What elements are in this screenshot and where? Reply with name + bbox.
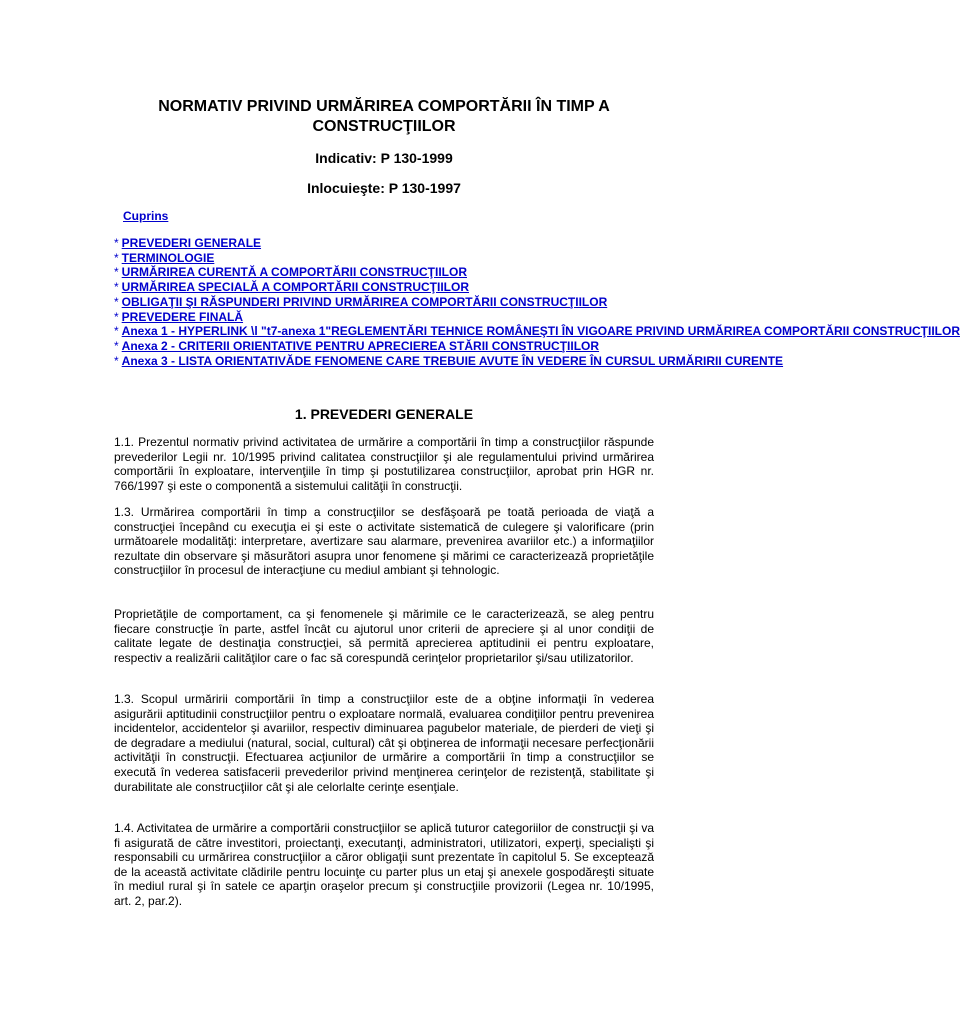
inlocuieste-line: Inlocuieşte: P 130-1997 [307, 180, 461, 196]
cuprins-link[interactable]: Cuprins [123, 209, 169, 223]
bullet-star: * [114, 280, 119, 295]
paragraph-1-3-scop: 1.3. Scopul urmăririi comportării în timp a construcţiilor este de a obţine informaţii în vederea asigurării aptitudinii construcţiilor pentru o exploatare normală, evaluarea condiţiilor pentru prevenirea incidentelor, accidentelor şi avariilor, respectiv diminuarea pagubelor materiale, de pierderi de vieţi şi de degradare a mediului (natural, social, cultural) cât şi obţinerea de informaţii necesare perfecţionării activităţii în construcţii. Efectuarea acţiunilor de urmărire a comportării în timp a construcţiilor se execută în vederea satisfacerii prevederilor privind menţinerea cerinţelor de rezistenţă, stabilitate şi durabilitate ale construcţiilor cât şi ale celorlalte cerinţe esenţiale. [114, 692, 654, 794]
toc-item-prevederi-generale[interactable] [114, 236, 644, 251]
bullet-star: * [114, 338, 119, 353]
toc-link[interactable]: URMĂRIREA CURENTĂ A COMPORTĂRII CONSTRUCŢIILOR [121, 265, 467, 280]
document-title: NORMATIV PRIVIND URMĂRIREA COMPORTĂRII ÎN TIMP A CONSTRUCŢIILOR [158, 98, 610, 135]
paragraph-1-4: 1.4. Activitatea de urmărire a comportării construcţiilor se aplică tuturor categoriilor de construcţii şi va fi asigurată de către investitori, proiectanţi, executanţi, administratori, utilizatori, experţi, specialişti şi responsabili cu urmărirea construcţiilor a căror obligaţii sunt prezentate în capitolul 5. Se exceptează de la această activitate clădirile pentru locuinţe cu parter plus un etaj şi anexele gospodăreşti situate în mediul rural şi în satele ce aparţin oraşelor precum şi construcţiile provizorii (Legea nr. 10/1995, art. 2, par.2). [114, 821, 654, 908]
paragraph-1-1: 1.1. Prezentul normativ privind activitatea de urmărire a comportării în timp a construcţiilor răspunde prevederilor Legii nr. 10/1995 privind calitatea construcţiilor şi ale regulamentului privind urmărirea comportării în exploatare, intervenţiile în timp şi postutilizarea construcţiilor, aprobat prin HGR nr. 766/1997 şi este o componentă a sistemului calităţii în construcţii. [114, 435, 654, 493]
toc-item-obligatii[interactable] [114, 295, 644, 310]
toc-item-terminologie[interactable] [114, 251, 644, 266]
toc-item-anexa-1[interactable] [114, 324, 960, 339]
toc-link[interactable]: URMĂRIREA SPECIALĂ A COMPORTĂRII CONSTRUCŢIILOR [121, 280, 469, 295]
toc-link[interactable]: Anexa 3 - LISTA ORIENTATIVĂDE FENOMENE CARE TREBUIE AVUTE ÎN VEDERE ÎN CURSUL URMĂRIRII CURENTE [121, 353, 784, 368]
indicativ-line: Indicativ: P 130-1999 [315, 150, 453, 166]
bullet-star: * [114, 294, 119, 309]
toc-item-prevedere-finala[interactable] [114, 310, 644, 325]
toc-item-urmarirea-speciala[interactable] [114, 280, 644, 295]
paragraph-proprietati: Proprietăţile de comportament, ca şi fenomenele şi mărimile ce le caracterizează, se aleg pentru fiecare construcţie în parte, astfel încât cu ajutorul unor criterii de apreciere şi al unor condiţii de calitate legate de destinaţia construcţiei, să permită aprecierea aptitudinii ei pentru exploatare, respectiv a realizării calităţilor care o fac să corespundă cerinţelor proprietarilor şi/sau utilizatorilor. [114, 607, 654, 665]
bullet-star: * [114, 309, 119, 324]
toc-item-anexa-3[interactable] [114, 353, 784, 369]
toc-link[interactable]: PREVEDERI GENERALE [121, 236, 262, 250]
toc-item-anexa-2[interactable] [114, 339, 644, 354]
bullet-star: * [114, 324, 119, 339]
bullet-star: * [114, 250, 119, 265]
bullet-star: * [114, 236, 119, 250]
toc-link[interactable]: Anexa 2 - CRITERII ORIENTATIVE PENTRU APRECIEREA STĂRII CONSTRUCŢIILOR [121, 338, 600, 353]
paragraph-1-3: 1.3. Urmărirea comportării în timp a construcţiilor se desfăşoară pe toată perioada de viaţă a construcţiei începând cu execuţia ei şi este o activitate sistematică de culegere şi valorificare (prin următoarele modalităţi: interpretare, avertizare sau alarmare, prevenirea avariilor etc.) a informaţiilor rezultate din observare şi măsurători asupra unor fenomene şi mărimi ce caracterizează proprietăţile construcţiilor în procesul de interacţiune cu mediul ambiant şi tehnologic. [114, 505, 654, 578]
table-of-contents [114, 236, 960, 368]
toc-item-urmarirea-curenta[interactable] [114, 265, 644, 280]
section-heading: 1. PREVEDERI GENERALE [294, 406, 474, 422]
toc-link[interactable]: Anexa 1 - HYPERLINK \l "t7-anexa 1"REGLEMENTĂRI TEHNICE ROMÂNEŞTI ÎN VIGOARE PRIVIND URMĂRIREA COMPORTĂRII CONSTRUCŢIILOR [121, 324, 960, 339]
toc-link[interactable]: TERMINOLOGIE [121, 250, 215, 265]
bullet-star: * [114, 353, 119, 368]
toc-link[interactable]: OBLIGAŢII ŞI RĂSPUNDERI PRIVIND URMĂRIREA COMPORTĂRII CONSTRUCŢIILOR [121, 294, 608, 309]
toc-link[interactable]: PREVEDERE FINALĂ [121, 309, 244, 324]
bullet-star: * [114, 265, 119, 280]
